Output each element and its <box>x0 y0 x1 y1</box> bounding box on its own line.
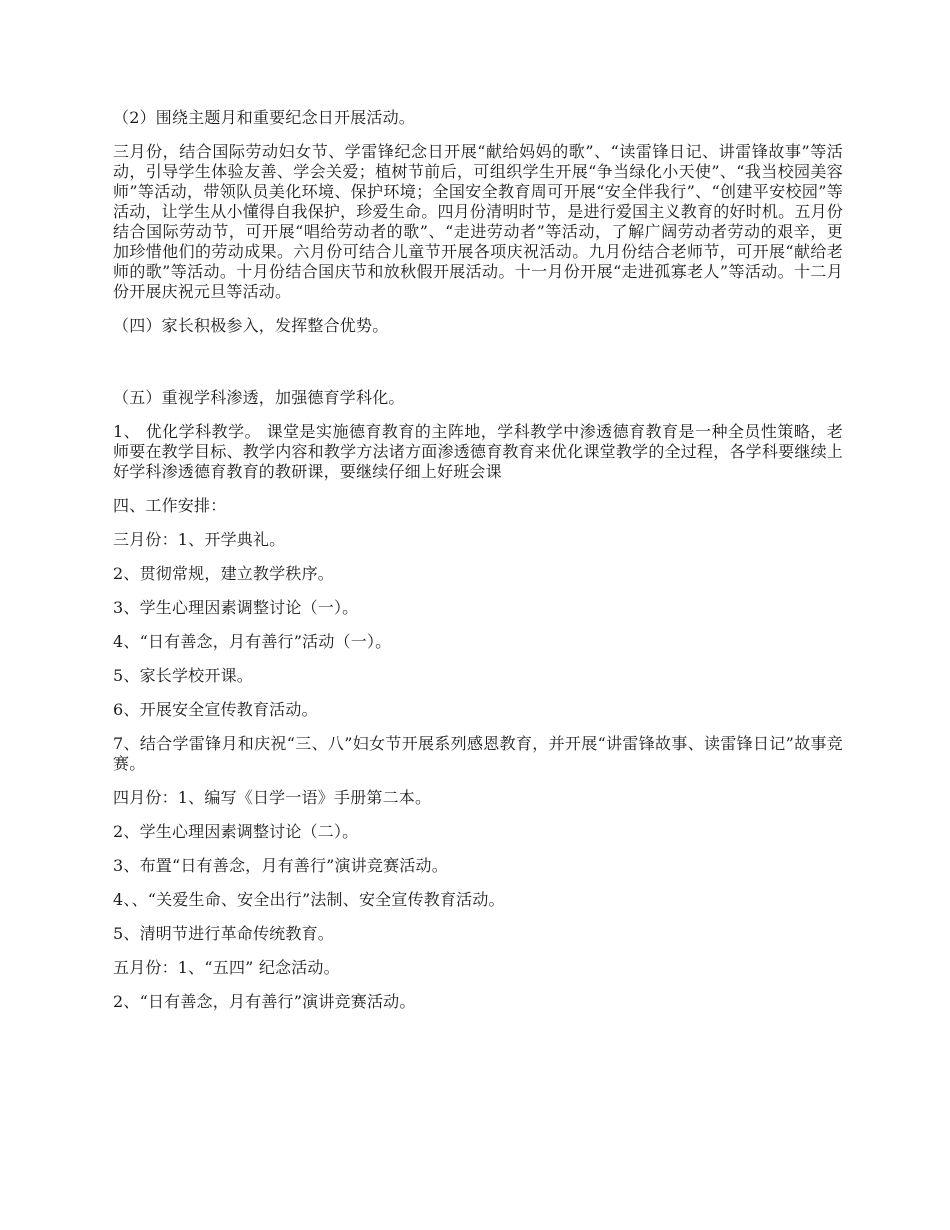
list-item-april-5: 5、清明节进行革命传统教育。 <box>113 924 334 943</box>
section-heading-theme-months: （2）围绕主题月和重要纪念日开展活动。 <box>113 108 415 127</box>
list-item-april-3: 3、布置“日有善念，月有善行”演讲竞赛活动。 <box>113 856 448 875</box>
blank-gap <box>113 350 843 388</box>
section-heading-parents: （四）家长积极参入，发挥整合优势。 <box>113 316 389 335</box>
list-item-march-4: 4、“日有善念，月有善行”活动（一）。 <box>113 632 392 651</box>
list-item-april-1: 四月份：1、编写《日学一语》手册第二本。 <box>113 788 432 807</box>
document-body <box>113 108 843 1026</box>
list-item-march-6: 6、开展安全宣传教育活动。 <box>113 700 318 719</box>
list-item-april-4: 4、、“关爱生命、安全出行”法制、安全宣传教育活动。 <box>113 890 505 909</box>
list-item-march-2: 2、贯彻常规，建立教学秩序。 <box>113 564 334 583</box>
paragraph-monthly-activities: 三月份，结合国际劳动妇女节、学雷锋纪念日开展“献给妈妈的歌”、“读雷锋日记、讲雷锋故事”等活动，引导学生体验友善、学会关爱；植树节前后，可组织学生开展“争当绿化小天使”、“我当校园美容师”等活动，带领队员美化环境、保护环境；全国安全教育周可开展“安全伴我行”、“创建平安校园”等活动，让学生从小懂得自我保护，珍爱生命。四月份清明时节，是进行爱国主义教育的好时机。五月份结合国际劳动节，可开展“唱给劳动者的歌”、“走进劳动者”等活动，了解广阔劳动者劳动的艰辛，更加珍惜他们的劳动成果。六月份可结合儿童节开展各项庆祝活动。九月份结合老师节，可开展“献给老师的歌”等活动。十月份结合国庆节和放秋假开展活动。十一月份开展“走进孤寡老人”等活动。十二月份开展庆祝元旦等活动。 <box>113 142 843 301</box>
list-item-march-7: 7、结合学雷锋月和庆祝“三、八”妇女节开展系列感恩教育，并开展“讲雷锋故事、读雷锋日记”故事竞赛。 <box>113 734 843 773</box>
list-item-march-5: 5、家长学校开课。 <box>113 666 253 685</box>
list-item-may-2: 2、“日有善念，月有善行”演讲竞赛活动。 <box>113 992 416 1011</box>
section-heading-work-schedule: 四、工作安排： <box>113 496 227 515</box>
paragraph-optimize-teaching: 1、 优化学科教学。 课堂是实施德育教育的主阵地，学科教学中渗透德育教育是一种全员性策略，老师要在教学目标、教学内容和教学方法诸方面渗透德育教育来优化课堂教学的全过程，各学科要继续上好学科渗透德育教育的教研课，要继续仔细上好班会课 <box>113 422 843 481</box>
list-item-march-3: 3、学生心理因素调整讨论（一）。 <box>113 598 359 617</box>
section-heading-subject-integration: （五）重视学科渗透，加强德育学科化。 <box>113 388 405 407</box>
list-item-april-2: 2、学生心理因素调整讨论（二）。 <box>113 822 359 841</box>
list-item-march-1: 三月份：1、开学典礼。 <box>113 530 286 549</box>
list-item-may-1: 五月份：1、“五四” 纪念活动。 <box>113 958 340 977</box>
